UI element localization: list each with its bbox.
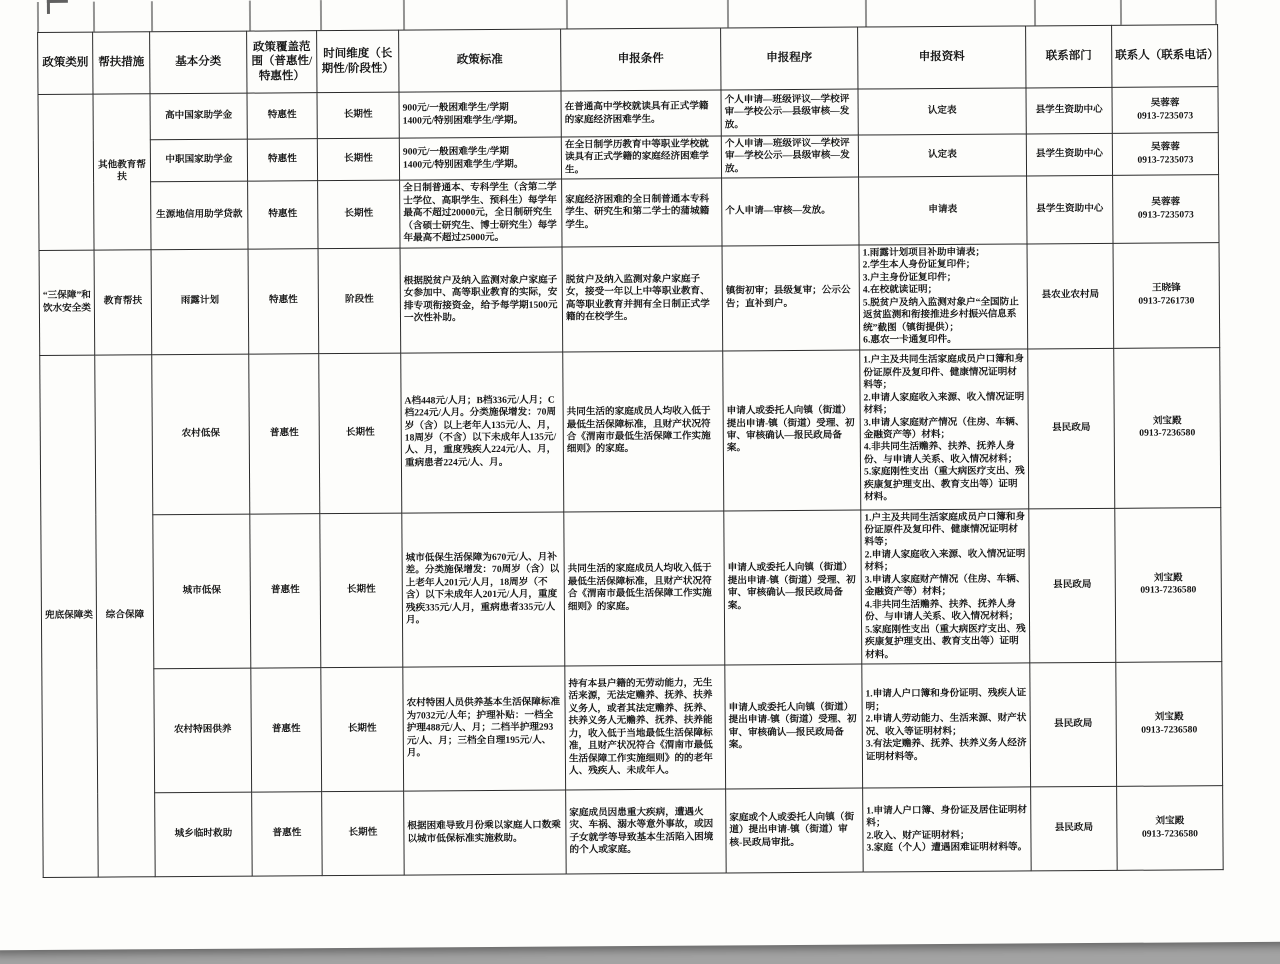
- cell-coverage: 特惠性: [248, 248, 319, 353]
- cell-materials: 认定表: [858, 88, 1026, 135]
- cell-procedure: 个人申请—审核—发放。: [722, 177, 859, 245]
- cell-materials: 认定表: [858, 134, 1026, 178]
- cell-procedure: 家庭或个人或委托人向镇（街道）提出申请-镇（街道）审核-民政局审批。: [726, 788, 864, 873]
- cell-standard: A档448元/人月；B档336元/人月；C档224元/人月。分类施保增发：70周岁（含）以上老年人135元/人、月，18周岁（不含）以下未成年人135元/人、月，重度残疾人224元/人、月，重病患者224元/人、月。: [401, 352, 564, 513]
- header-row: [38, 25, 1218, 95]
- cell-measure: 综合保障: [95, 354, 155, 877]
- scan-corner-artifact: [47, 0, 68, 14]
- cell-basic-class: 农村低保: [152, 354, 250, 515]
- dept-header: 联系部门: [1026, 25, 1112, 88]
- cell-contact: 刘宝殿 0913-7236580: [1116, 662, 1223, 787]
- cell-condition: 共同生活的家庭成员人均收入低于最低生活保障标准，且财产状况符合《渭南市最低生活保障工作实施细则》的家庭。: [563, 350, 724, 511]
- cell-basic-class: 中职国家助学金: [150, 139, 247, 182]
- cell-contact: 吴蓉蓉 0913-7235073: [1112, 87, 1218, 134]
- table-row: [41, 507, 1222, 669]
- cell-dept: 县民政局: [1031, 786, 1118, 871]
- cell-dept: 县学生资助中心: [1026, 133, 1112, 176]
- grid-stub: [320, 0, 322, 30]
- cell-coverage: 特惠性: [248, 181, 318, 249]
- table-row: [42, 662, 1223, 794]
- cell-coverage: 普惠性: [250, 513, 321, 668]
- cell-materials: 申请表: [859, 176, 1027, 244]
- cell-contact: 刘宝殿 0913-7236580: [1114, 347, 1221, 508]
- cell-policy-category: “三保障”和饮水安全类: [39, 250, 95, 355]
- cell-standard: 根据脱贫户及纳入监测对象户家庭子女参加中、高等职业教育的实际，安排专项衔接资金，给予每学期1500元一次性补助。: [400, 247, 563, 353]
- grid-stub: [403, 0, 405, 30]
- measure-header: 帮扶措施: [93, 32, 150, 94]
- cell-measure: 其他教育帮扶: [93, 94, 151, 250]
- cell-materials: 1.雨露计划项目补助申请表； 2.学生本人身份证复印件； 3.户主身份证复印件； 4.在校就读证明； 5.脱贫户及纳入监测对象户“全国防止返贫监测和衔接推进乡村振兴信息系统”截图（镇街提供）； 6.惠农一卡通复印件。: [859, 244, 1028, 350]
- cell-policy-category: [38, 94, 94, 250]
- cell-materials: 1.申请人户口簿和身份证明、残疾人证明； 2.申请人劳动能力、生活来源、财产状况、收入等证明材料； 3.有法定赡养、抚养、扶养义务人经济证明材料等。: [862, 663, 1031, 788]
- cell-condition: 家庭成员因患重大疾病，遭遇火灾、车祸、溺水等意外事故，或因子女就学等导致基本生活陷入困境的个人或家庭。: [566, 789, 727, 874]
- standard-header: 政策标准: [399, 29, 561, 92]
- time-dimension-header: 时间维度（长期性/阶段性）: [317, 30, 399, 93]
- cell-basic-class: 生源地信用助学贷款: [151, 182, 248, 250]
- cell-materials: 1.申请人户口簿、身份证及居住证明材料； 2.收入、财产证明材料； 3.家庭（个人）遭遇困难证明材料等。: [863, 787, 1032, 872]
- cell-basic-class: 农村特困供养: [154, 668, 252, 793]
- cell-condition: 在普通高中学校就读具有正式学籍的家庭经济困难学生。: [561, 90, 721, 137]
- cell-coverage: 特惠性: [247, 139, 317, 182]
- cell-time: 长期性: [317, 92, 399, 139]
- materials-header: 申报资料: [858, 26, 1026, 89]
- grid-stub: [37, 2, 39, 32]
- cell-time: 长期性: [319, 353, 402, 514]
- grid-stub: [249, 1, 251, 31]
- cell-materials: 1.户主及共同生活家庭成员户口簿和身份证原件及复印件、健康情况证明材料等； 2.申请人家庭收入来源、收入情况证明材料； 3.申请人家庭财产情况（住房、车辆、金融资产等）材料； 4.非共同生活赡养、扶养、抚养人身份、与申请人关系、收入情况材料； 5.家庭刚性支出（重大病医疗支出、残疾康复护理支出、教育支出等）证明材料。: [860, 348, 1029, 509]
- cell-condition: 持有本县户籍的无劳动能力，无生活来源，无法定赡养、抚养、扶养义务人，或者其法定赡养、抚养、扶养义务人无赡养、抚养、扶养能力，收入低于当地最低生活保障标准，且财产状况符合《渭南市最低生活保障工作实施细则》的的老年人、残疾人、未成年人。: [565, 665, 726, 790]
- cell-time: 长期性: [318, 181, 400, 249]
- cell-standard: 900元/一般困难学生/学期 1400元/特别困难学生/学期。: [399, 137, 561, 180]
- cell-coverage: 特惠性: [247, 93, 317, 139]
- cell-time: 长期性: [317, 138, 399, 181]
- cell-dept: 县民政局: [1030, 662, 1117, 787]
- cell-procedure: 申请人或委托人向镇（街道）提出申请-镇（街道）受理、初审、审核确认—报民政局备案。: [725, 664, 863, 789]
- cell-basic-class: 雨露计划: [151, 249, 249, 354]
- coverage-header: 政策覆盖范围（普惠性/特惠性）: [247, 31, 317, 93]
- cell-condition: 共同生活的家庭成员人均收入低于最低生活保障标准，且财产状况符合《渭南市最低生活保障工作实施细则》的家庭。: [564, 510, 725, 666]
- condition-header: 申报条件: [561, 28, 721, 91]
- cell-dept: 县民政局: [1029, 508, 1116, 663]
- grid-stub: [566, 0, 568, 28]
- cell-materials: 1.户主及共同生活家庭成员户口簿和身份证原件及复印件、健康情况证明材料等； 2.申请人家庭收入来源、收入情况证明材料； 3.申请人家庭财产情况（住房、车辆、金融资产等）材料； 4.非共同生活赡养、扶养、抚养人身份、与申请人关系、收入情况材料； 5.家庭刚性支出（重大病医疗支出、残疾康复护理支出、教育支出等）证明材料。: [861, 508, 1030, 664]
- cell-basic-class: 城市低保: [153, 514, 251, 669]
- cell-contact: 吴蓉蓉 0913-7235073: [1113, 175, 1219, 243]
- cell-procedure: 申请人或委托人向镇（街道）提出申请-镇（街道）受理、初审、审核确认—报民政局备案。: [724, 510, 862, 666]
- grid-stub: [1215, 0, 1217, 24]
- table-row: [39, 242, 1220, 355]
- cell-dept: 县学生资助中心: [1026, 87, 1112, 134]
- cell-time: 阶段性: [318, 248, 401, 353]
- procedure-header: 申报程序: [721, 27, 858, 90]
- grid-stub: [93, 2, 95, 32]
- basic-class-header: 基本分类: [150, 31, 247, 94]
- cell-procedure: 申请人或委托人向镇（街道）提出申请-镇（街道）受理、初审、审核确认—报民政局备案。: [723, 350, 861, 511]
- contact-header: 联系人（联系电话）: [1112, 25, 1218, 88]
- cell-dept: 县农业农村局: [1027, 243, 1114, 348]
- cell-contact: 吴蓉蓉 0913-7235073: [1112, 133, 1218, 176]
- cell-basic-class: 高中国家助学金: [150, 93, 247, 140]
- policy-category-header: 政策类别: [38, 32, 93, 94]
- table-row: [38, 87, 1218, 141]
- table-row: [39, 175, 1219, 250]
- cell-time: 长期性: [321, 667, 404, 792]
- cell-basic-class: 城乡临时救助: [155, 792, 253, 877]
- cell-standard: 根据困难导致月份乘以家庭人口数乘以城市低保标准实施救助。: [404, 790, 567, 875]
- cell-standard: 900元/一般困难学生/学期 1400元/特别困难学生/学期。: [399, 91, 561, 138]
- cell-condition: 脱贫户及纳入监测对象户家庭子女，接受一年以上中等职业教育、高等职业教育并拥有全日制正式学籍的在校学生。: [562, 246, 723, 352]
- cell-coverage: 普惠性: [249, 353, 320, 513]
- grid-stub: [1034, 0, 1036, 25]
- cell-standard: 城市低保生活保障为670元/人、月补差。分类施保增发：70周岁（含）以上老年人201元/人月，18周岁（不含）以下未成年人201元/人月，重度残疾335元/人月，重病患者335元/人月。: [402, 512, 565, 668]
- cell-contact: 王晓锋 0913-7261730: [1113, 242, 1220, 347]
- grid-stub: [727, 0, 729, 27]
- policy-table-wrap: [37, 24, 1224, 878]
- cell-policy-category: 兜底保障类: [40, 355, 98, 878]
- cell-standard: 农村特困人员供养基本生活保障标准为7032元/人年；护理补贴：一档全护理488元/人、月；二档半护理293元/人、月；三档全自理195元/人、月。: [403, 666, 566, 791]
- cell-coverage: 普惠性: [251, 668, 322, 792]
- cell-contact: 刘宝殿 0913-7236580: [1115, 507, 1222, 662]
- cell-measure: 教育帮扶: [94, 250, 152, 355]
- table-row: [40, 347, 1221, 515]
- cell-time: 长期性: [320, 513, 403, 668]
- cell-condition: 在全日制学历教育中等职业学校就读具有正式学籍的家庭经济困难学生。: [561, 136, 721, 179]
- grid-stub: [1120, 0, 1122, 25]
- cell-standard: 全日制普通本、专科学生（含第二学士学位、高职学生、预科生）每学年最高不超过20000元，全日制研究生（含硕士研究生、博士研究生）每学年最高不超过25000元。: [400, 179, 562, 247]
- cell-procedure: 镇街初审；县级复审；公示公告；直补到户。: [722, 245, 860, 351]
- cell-time: 长期性: [322, 791, 405, 876]
- grid-stub: [865, 0, 867, 27]
- cell-dept: 县民政局: [1028, 348, 1115, 509]
- cell-contact: 刘宝殿 0913-7236580: [1117, 786, 1224, 871]
- grid-stub: [151, 1, 153, 31]
- cell-coverage: 普惠性: [252, 792, 323, 876]
- policy-table: [37, 24, 1224, 878]
- cell-procedure: 个人申请—班级评议—学校评审—学校公示—县级审核—发放。: [721, 89, 858, 136]
- cell-condition: 家庭经济困难的全日制普通本专科学生、研究生和第二学士的蒲城籍学生。: [562, 178, 722, 246]
- table-row: [43, 786, 1224, 878]
- cell-dept: 县学生资助中心: [1027, 176, 1113, 244]
- cell-procedure: 个人申请—班级评议—学校评审—学校公示—县级审核—发放。: [721, 135, 858, 178]
